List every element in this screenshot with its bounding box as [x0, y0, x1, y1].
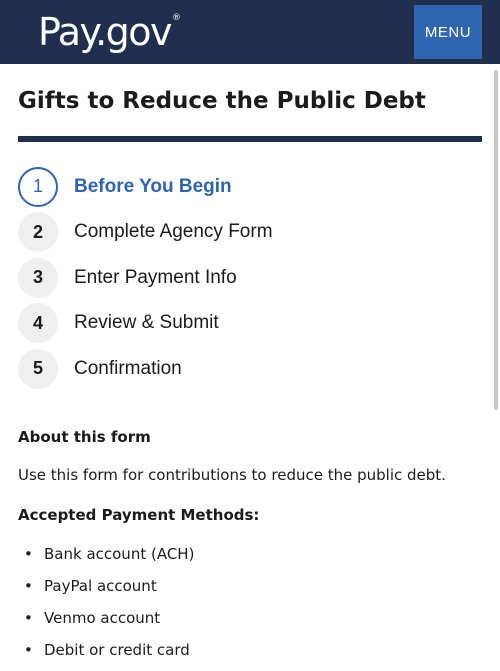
- about-text: Use this form for contributions to reduce the public debt.: [18, 466, 446, 484]
- payment-methods-list: [18, 545, 194, 671]
- step-enter-payment-info: [18, 255, 273, 301]
- step-confirmation: [18, 346, 273, 392]
- method-label: PayPal account: [44, 577, 157, 595]
- method-label: Debit or credit card: [44, 641, 190, 659]
- step-number: 1: [18, 167, 58, 207]
- list-item: [18, 577, 194, 609]
- step-label: Review & Submit: [74, 312, 219, 334]
- step-number: 5: [18, 349, 58, 389]
- title-divider: [18, 136, 482, 142]
- scrollbar[interactable]: [494, 70, 498, 410]
- paygov-logo[interactable]: [38, 8, 180, 56]
- page-title: Gifts to Reduce the Public Debt: [18, 88, 426, 114]
- step-number: 3: [18, 258, 58, 298]
- step-label: Enter Payment Info: [74, 266, 237, 288]
- progress-steps: [18, 164, 273, 392]
- bullet-icon: •: [24, 609, 33, 627]
- about-heading: About this form: [18, 428, 151, 446]
- step-number: 4: [18, 303, 58, 343]
- step-label: Complete Agency Form: [74, 221, 273, 243]
- method-label: Venmo account: [44, 609, 161, 627]
- payment-methods-heading: Accepted Payment Methods:: [18, 506, 260, 524]
- menu-button[interactable]: MENU: [414, 5, 482, 59]
- bullet-icon: •: [24, 577, 33, 595]
- step-number: 2: [18, 212, 58, 252]
- bullet-icon: •: [24, 641, 33, 659]
- bullet-icon: •: [24, 545, 33, 563]
- list-item: [18, 545, 194, 577]
- site-header: [0, 0, 500, 64]
- step-review-submit: [18, 301, 273, 347]
- method-label: Bank account (ACH): [44, 545, 195, 563]
- step-label: Before You Begin: [74, 175, 232, 197]
- registered-mark: ®: [172, 13, 180, 23]
- list-item: [18, 609, 194, 641]
- step-complete-agency-form: [18, 210, 273, 256]
- step-label: Confirmation: [74, 357, 182, 379]
- logo-text: Pay.gov: [38, 10, 172, 54]
- step-before-you-begin: [18, 164, 273, 210]
- list-item: [18, 641, 194, 671]
